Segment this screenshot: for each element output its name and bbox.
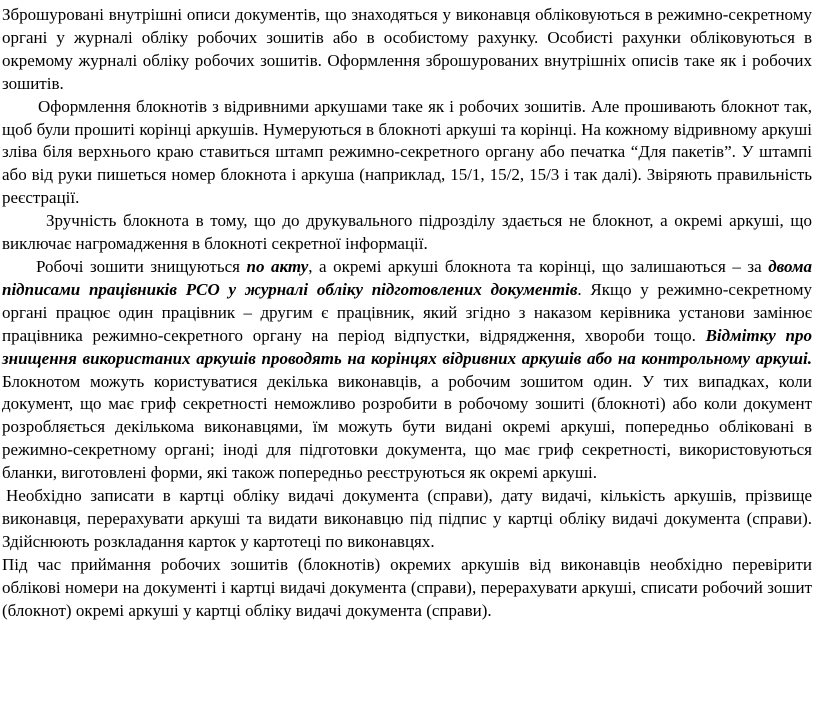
paragraph-acceptance: Під час приймання робочих зошитів (блокнотів) окремих аркушів від виконавців необхідно перевірити облікові номери на документі і картці видачі документа (справи), перерахувати аркуші, списати робочий зошит (блокнот) окремі аркуші у картці обліку видачі документа (справи). — [2, 554, 812, 620]
destruction-text-1: Робочі зошити знищуються — [36, 256, 247, 276]
paragraph-notebook-convenience: Зручність блокнота в тому, що до друкувального підрозділу здається не блокнот, а окремі аркуші, що виключає нагромадження в блокноті секретної інформації. — [2, 211, 812, 254]
destruction-emphasis-signatures: двома підписами працівників РСО у журналі обліку підготовлених документів — [2, 256, 812, 299]
destruction-text-3: . Якщо у режимно-секретному органі працює один працівник – другим є працівник, який згідно з наказом керівника установи замінює працівника режимно-секретного органу на період відпустки, відрядження, хвороби тощо. — [2, 279, 812, 345]
paragraph-notebook-formatting: Оформлення блокнотів з відривними аркушами таке як і робочих зошитів. Але прошивають блокнот так, щоб були прошиті корінці аркушів. Нумеруються в блокноті аркуші та корінці. На кожному відривному аркуші зліва біля верхнього краю ставиться штамп режимно-секретного органу або печатка “Для пакетів”. У штампі або від руки пишеться номер блокнота і аркуша (наприклад, 15/1, 15/2, 15/3 і так далі). Звіряють правильність реєстрації. — [2, 96, 812, 208]
paragraph-destruction — [2, 256, 812, 485]
destruction-emphasis-act: по акту — [246, 256, 309, 276]
destruction-text-4: Блокнотом можуть користуватися декілька виконавців, а робочим зошитом один. У тих випадках, коли документ, що має гриф секретності неможливо розробити в робочому зошиті (блокноті) або коли документ розробляється декількома виконавцями, їм можуть бути видані окремі аркуші, попередньо обліковані в режимно-секретному органі; іноді для підготовки документа, що має гриф секретності, використовуються бланки, виготовлені форми, які також попередньо реєструються як окремі аркуші. — [2, 371, 812, 483]
paragraph-issue-card: Необхідно записати в картці обліку видачі документа (справи), дату видачі, кількість аркушів, прізвище виконавця, перерахувати аркуші та видати виконавцю під підпис у картці обліку видачі документа (справи). Здійснюють розкладання карток у картотеці по виконавцях. — [2, 486, 812, 551]
destruction-text-2: , а окремі аркуші блокнота та корінці, що залишаються – за — [308, 256, 769, 276]
paragraph-internal-inventories: Зброшуровані внутрішні описи документів, що знаходяться у виконавця обліковуються в режимно-секретному органі у журналі обліку робочих зошитів або в особистому рахунку. Особисті рахунки обліковуються в окремому журналі обліку робочих зошитів. Оформлення зброшурованих внутрішніх описів таке як і робочих зошитів. — [2, 5, 812, 93]
destruction-emphasis-mark: Відмітку про знищення використаних аркушів проводять на корінцях відривних аркушів або на контрольному аркуші. — [2, 325, 812, 368]
